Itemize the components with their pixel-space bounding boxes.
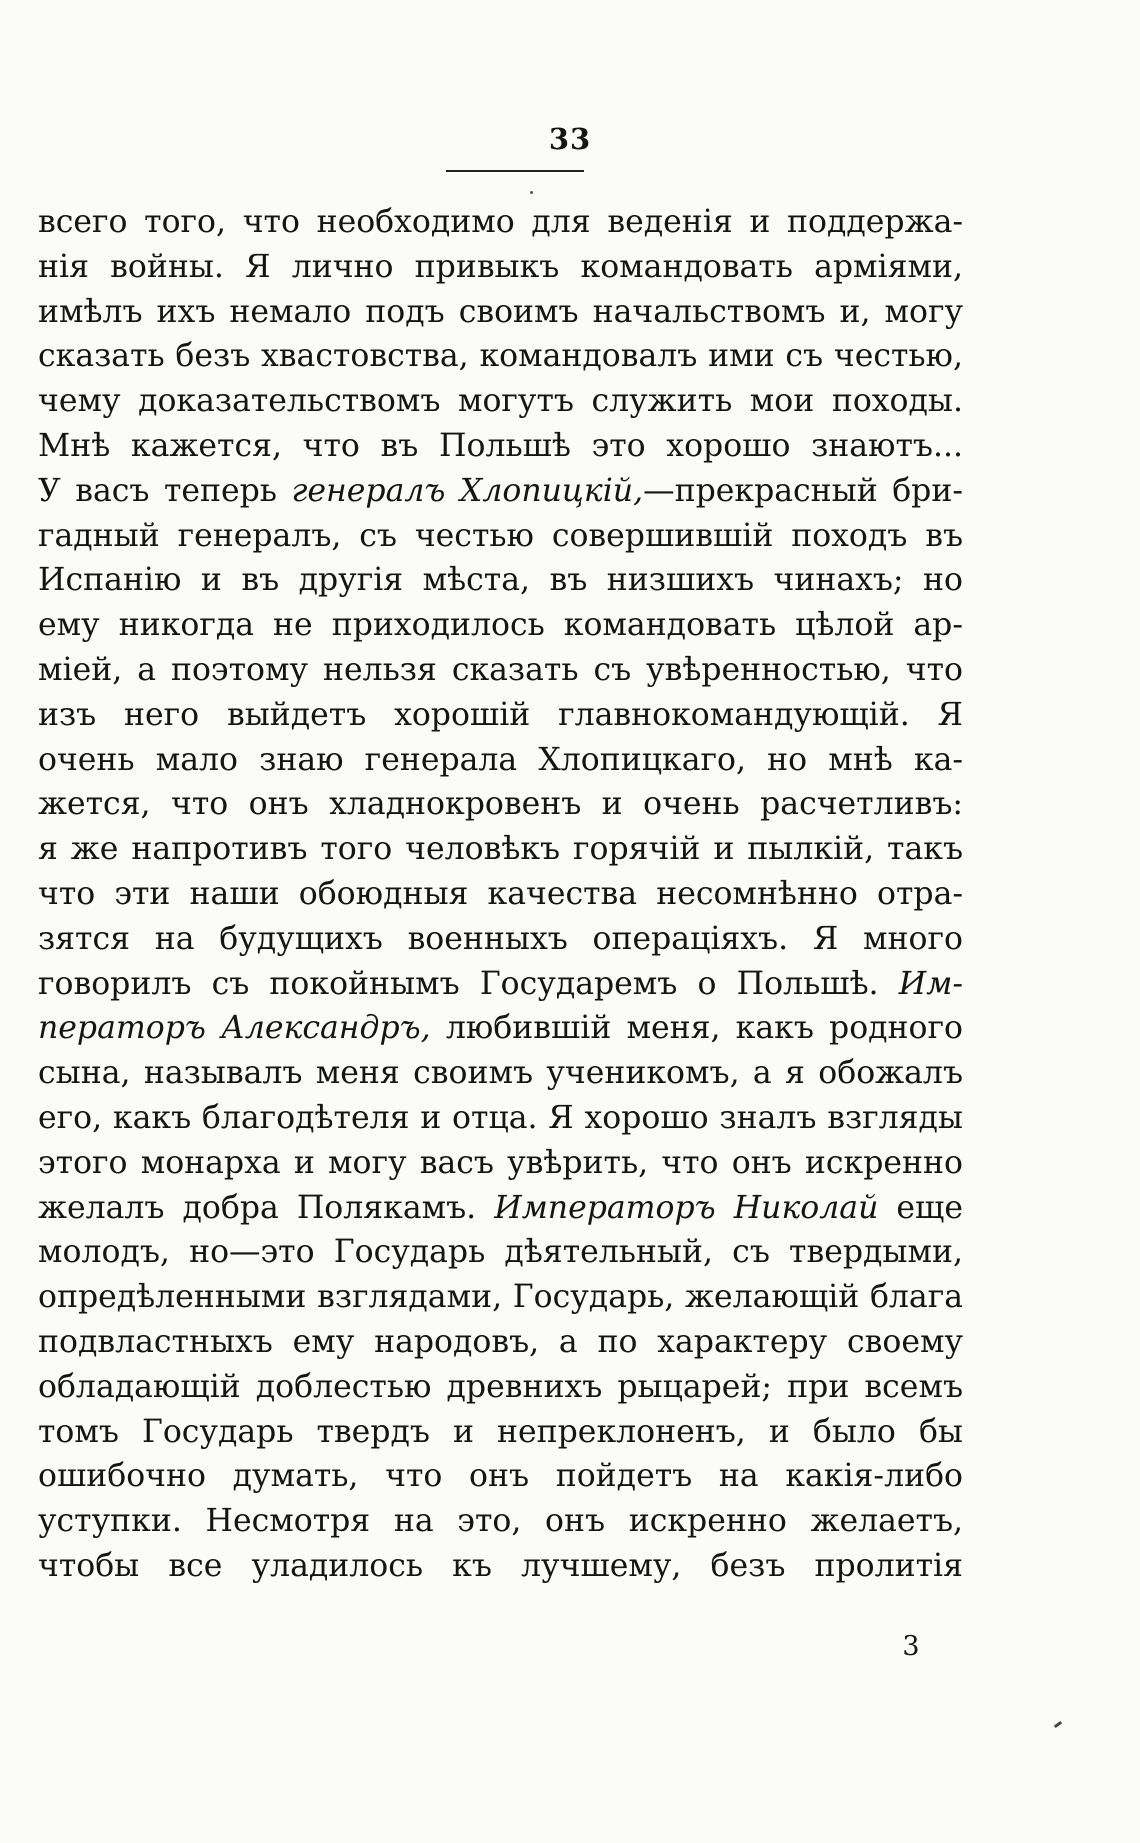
scan-speck <box>530 191 533 194</box>
text-line: всего того, что необходимо для веденія и поддержа- <box>38 204 963 240</box>
italic-name: Им- <box>898 965 963 1002</box>
text-line: уступки. Несмотря на это, онъ искренно желаетъ, <box>38 1503 963 1540</box>
text-run: любившій меня, какъ родного <box>430 1010 963 1047</box>
text-line: сына, называлъ меня своимъ ученикомъ, а я обожалъ <box>38 1055 963 1092</box>
text-line-with-italic <box>38 962 963 1007</box>
page-number: 33 <box>548 122 592 156</box>
text-run: —прекрасный бри- <box>643 472 963 509</box>
text-line: ошибочно думать, что онъ пойдетъ на какія-либо <box>38 1458 963 1495</box>
text-line: что эти наши обоюдныя качества несомнѣнно отра- <box>38 875 963 912</box>
text-line: подвластныхъ ему народовъ, а по характеру своему <box>38 1323 963 1360</box>
text-line: жется, что онъ хладнокровенъ и очень расчетливъ: <box>38 786 963 823</box>
text-line-with-italic <box>38 1006 963 1051</box>
italic-name: ператоръ Александръ, <box>38 1010 431 1047</box>
text-line: ему никогда не приходилось командовать цѣлой ар- <box>38 607 963 644</box>
text-line: гадный генералъ, съ честью совершившій походъ въ <box>38 517 963 554</box>
text-line: зятся на будущихъ военныхъ операціяхъ. Я много <box>38 920 963 957</box>
text-line: молодъ, но—это Государь дѣятельный, съ твердыми, <box>38 1234 963 1271</box>
text-line: томъ Государь твердъ и непреклоненъ, и было бы <box>38 1413 963 1450</box>
text-line: чтобы все уладилось къ лучшему, безъ пролитія <box>38 1547 963 1584</box>
italic-name: Императоръ Николай <box>494 1189 879 1226</box>
text-line: имѣлъ ихъ немало подъ своимъ начальствомъ и, могу <box>38 293 963 330</box>
text-line: изъ него выйдетъ хорошій главнокомандующій. Я <box>38 696 963 733</box>
text-line: сказать безъ хвастовства, командовалъ ими съ честью, <box>38 338 963 375</box>
text-run: желалъ добра Полякамъ. <box>38 1189 495 1226</box>
text-line: обладающій доблестью древнихъ рыцарей; при всемъ <box>38 1368 963 1405</box>
text-line-with-italic <box>38 1186 963 1231</box>
text-line-with-italic <box>38 469 963 514</box>
text-run: говорилъ съ покойнымъ Государемъ о Польшѣ. <box>38 965 899 1002</box>
signature-mark: 3 <box>902 1631 920 1662</box>
header-rule <box>446 170 584 172</box>
text-line: Испанію и въ другія мѣста, въ низшихъ чинахъ; но <box>38 562 963 599</box>
text-line: я же напротивъ того человѣкъ горячій и пылкій, такъ <box>38 831 963 868</box>
text-line: чему доказательствомъ могутъ служить мои походы. <box>38 383 963 420</box>
italic-name: генералъ Хлопицкій, <box>291 472 644 509</box>
text-line: нія войны. Я лично привыкъ командовать арміями, <box>38 248 963 285</box>
text-line: опредѣленными взглядами, Государь, желающій блага <box>38 1279 963 1316</box>
text-line: очень мало знаю генерала Хлопицкаго, но мнѣ ка- <box>38 741 963 778</box>
scan-speck <box>1054 1721 1062 1728</box>
body-text <box>38 200 963 1589</box>
text-line: міей, а поэтому нельзя сказать съ увѣренностью, что <box>38 651 963 688</box>
text-line: этого монарха и могу васъ увѣрить, что онъ искренно <box>38 1144 963 1181</box>
text-run: еще <box>878 1189 963 1226</box>
text-run: У васъ теперь <box>38 472 292 509</box>
text-line: его, какъ благодѣтеля и отца. Я хорошо зналъ взгляды <box>38 1099 963 1136</box>
text-line: Мнѣ кажется, что въ Польшѣ это хорошо знаютъ... <box>38 427 963 464</box>
